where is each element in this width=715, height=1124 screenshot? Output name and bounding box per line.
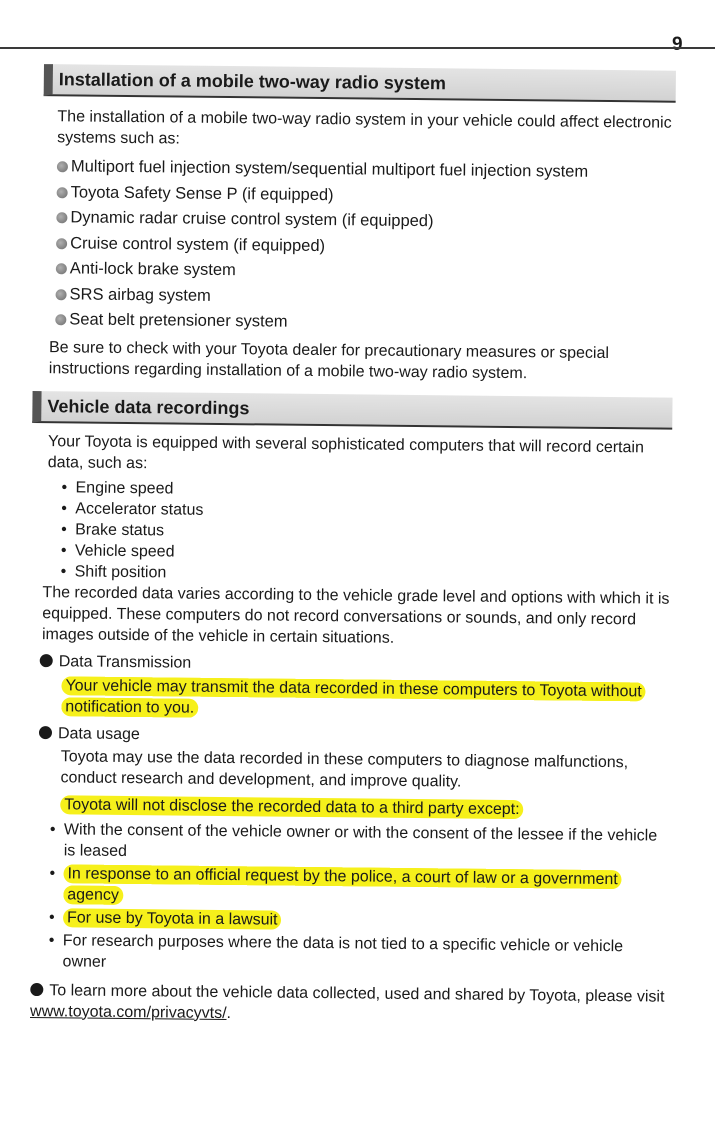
recorded-data-list — [31, 476, 672, 588]
recorded-data-paragraph: The recorded data varies according to the vehicle grade level and options with which it is equipped. These computers do not record conversations or sounds, and only record images outside of the vehicle in certain situations. — [41, 583, 670, 647]
data-transmission-heading: Data Transmission — [58, 652, 192, 672]
highlighted-transmission-text: Your vehicle may transmit the data recorded in these computers to Toyota without notification to you. — [61, 676, 646, 717]
list-item: • With the consent of the vehicle owner or with the consent of the lessee if the vehicle is leased — [49, 820, 658, 860]
gray-bullet-icon — [56, 238, 67, 249]
learn-more-text: To learn more about the vehicle data collected, used and shared by Toyota, please visit — [49, 981, 665, 1006]
data-intro: Your Toyota is equipped with several sophisticated computers that will record certain data, such as: — [47, 432, 644, 472]
list-item: • Engine speed — [61, 478, 174, 497]
list-item: Cruise control system (if equipped) — [56, 231, 674, 263]
data-transmission-section — [29, 650, 670, 723]
learn-more-section: To learn more about the vehicle data collected, used and shared by Toyota, please visit www.toyota.com/privacyvts/. — [29, 981, 665, 1022]
black-bullet-icon — [40, 654, 53, 667]
radio-intro: The installation of a mobile two-way radio system in your vehicle could affect electronic systems such as: — [57, 108, 672, 148]
radio-outro: Be sure to check with your Toyota dealer for precautionary measures or special instructions regarding installation of a mobile two-way radio system. — [48, 338, 610, 382]
highlighted-disclose-text: Toyota will not disclose the recorded data to a third party except: — [60, 795, 524, 819]
header-rule — [0, 47, 715, 49]
exceptions-list — [26, 818, 668, 978]
list-item: Dynamic radar cruise control system (if equipped) — [56, 205, 674, 237]
list-item: SRS airbag system — [55, 282, 673, 314]
data-usage-heading: Data usage — [57, 724, 140, 743]
section-heading-radio: Installation of a mobile two-way radio system — [44, 64, 676, 103]
list-item: • Vehicle speed — [60, 541, 175, 560]
list-item: Multiport fuel injection system/sequential multiport fuel injection system — [57, 154, 675, 186]
list-item: Seat belt pretensioner system — [55, 307, 673, 339]
gray-bullet-icon — [57, 187, 68, 198]
gray-bullet-icon — [56, 212, 67, 223]
list-item: • For research purposes where the data is not tied to a specific vehicle or vehicle owner — [48, 931, 624, 971]
black-bullet-icon — [39, 726, 52, 739]
list-item: Toyota Safety Sense P (if equipped) — [57, 180, 675, 212]
black-bullet-icon — [30, 982, 43, 995]
gray-bullet-icon — [56, 289, 67, 300]
gray-bullet-icon — [55, 314, 66, 325]
gray-bullet-icon — [57, 161, 68, 172]
section-heading-data: Vehicle data recordings — [32, 390, 672, 429]
data-usage-text: Toyota may use the data recorded in these computers to diagnose malfunctions, conduct research and development, and improve quality. — [60, 747, 629, 790]
list-item: Anti-lock brake system — [56, 256, 674, 288]
gray-bullet-icon — [56, 263, 67, 274]
list-item: • Accelerator status — [61, 499, 204, 519]
list-item: • For use by Toyota in a lawsuit — [49, 907, 667, 934]
privacy-link[interactable]: www.toyota.com/privacyvts/ — [29, 1002, 227, 1022]
data-usage-section — [26, 722, 669, 978]
list-item: • Brake status — [61, 520, 165, 539]
affected-systems-list — [33, 154, 675, 339]
page-number: 9 — [672, 34, 683, 55]
list-item: • In response to an official request by the police, a court of law or a government agency — [49, 863, 667, 911]
page-content — [26, 64, 676, 1028]
list-item: • Shift position — [60, 562, 167, 581]
